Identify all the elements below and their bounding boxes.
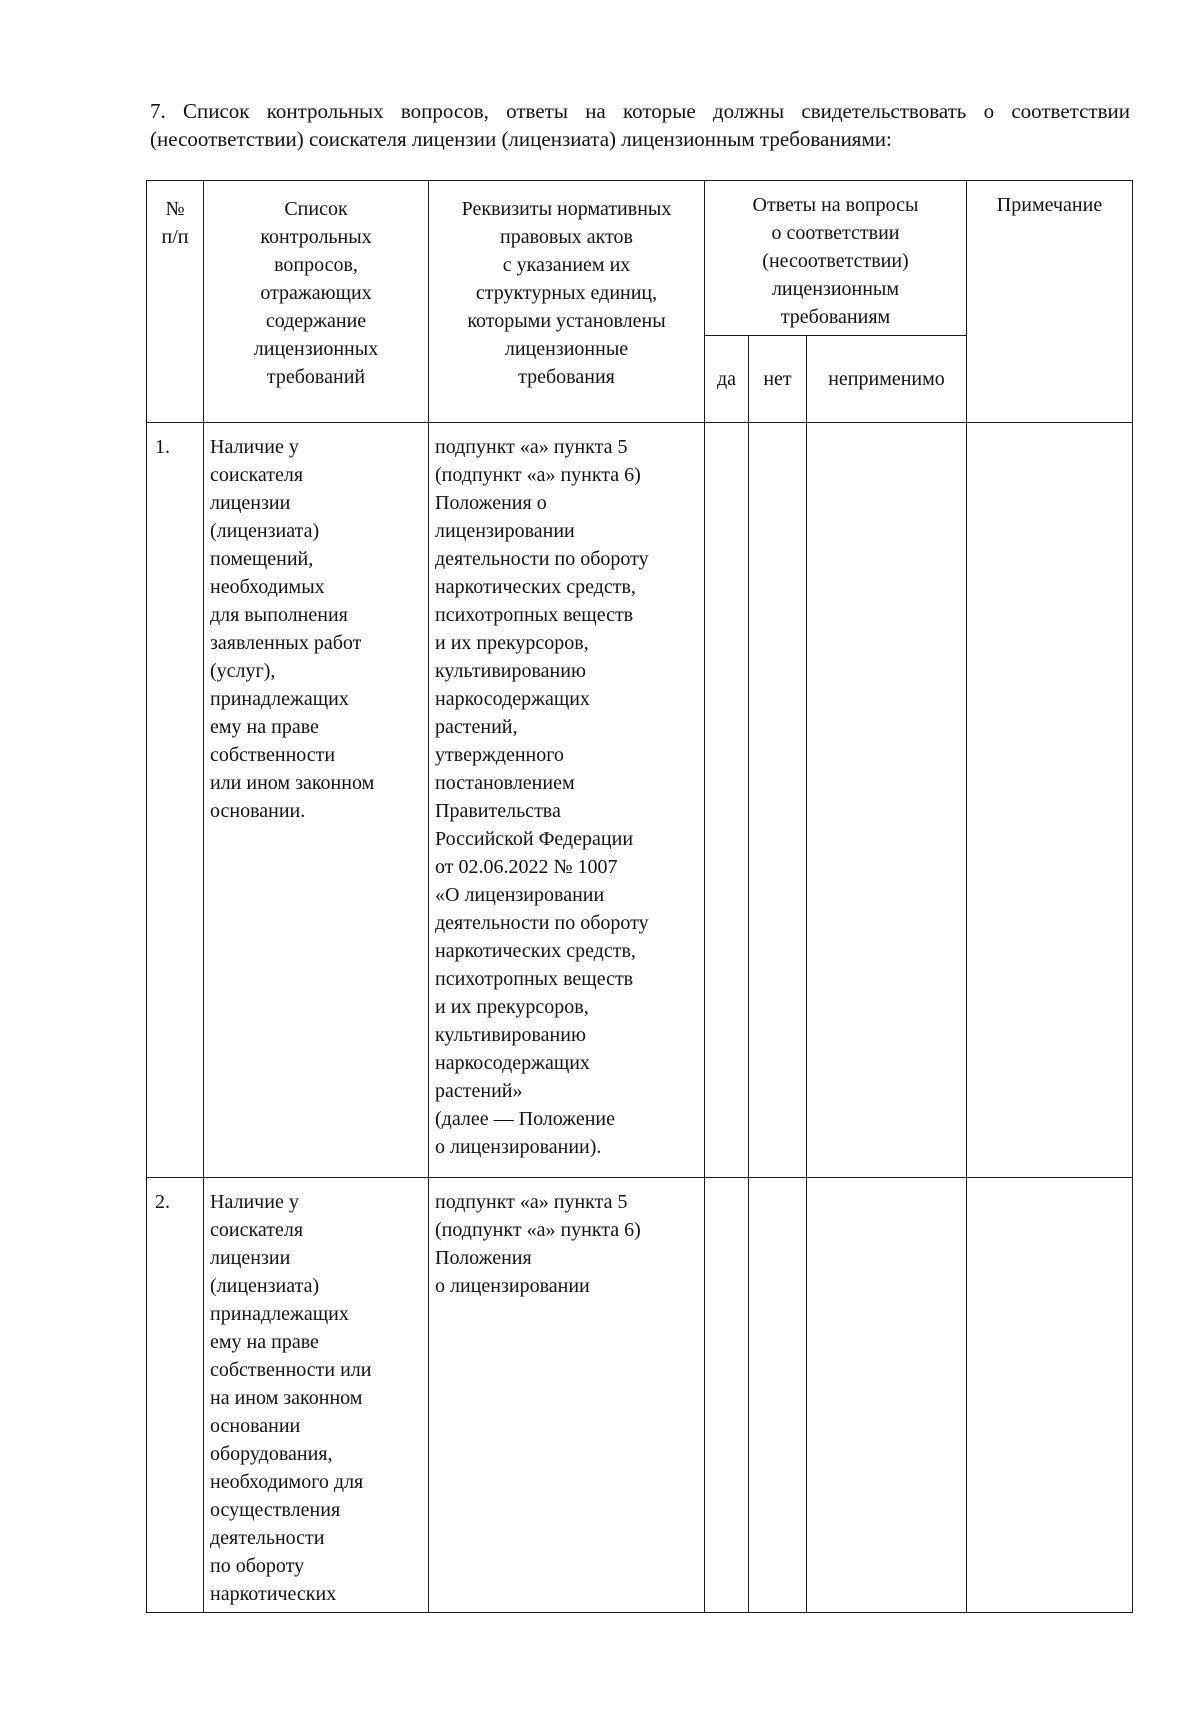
row-answer-no[interactable] (749, 423, 807, 1178)
header-yes: да (705, 336, 749, 423)
table-header (147, 181, 1133, 423)
header-no: нет (749, 336, 807, 423)
checklist-table (146, 180, 1133, 1613)
header-number: № п/п (147, 181, 204, 423)
row-question: Наличие у соискателя лицензии (лицензиата) принадлежащих ему на праве собственности или на ином законном основании оборудования, необходимого для осуществления деятельности по обороту наркотических (204, 1178, 429, 1613)
table-row (147, 1178, 1133, 1613)
row-answer-not-applicable[interactable] (807, 1178, 967, 1613)
row-number: 1. (147, 423, 204, 1178)
row-question: Наличие у соискателя лицензии (лицензиата) помещений, необходимых для выполнения заявленных работ (услуг), принадлежащих ему на праве собственности или ином законном основании. (204, 423, 429, 1178)
table-row (147, 423, 1133, 1178)
header-questions: Список контрольных вопросов, отражающих содержание лицензионных требований (204, 181, 429, 423)
row-answer-no[interactable] (749, 1178, 807, 1613)
row-answer-not-applicable[interactable] (807, 423, 967, 1178)
row-legal-acts: подпункт «а» пункта 5 (подпункт «а» пункта 6) Положения о лицензировании (429, 1178, 705, 1613)
header-answers: Ответы на вопросы о соответствии (несоответствии) лицензионным требованиям (705, 181, 967, 336)
section-intro-paragraph: 7. Список контрольных вопросов, ответы на которые должны свидетельствовать о соответствии (несоответствии) соискателя лицензии (лицензиата) лицензионным требованиями: (150, 99, 1130, 151)
header-not-applicable: неприменимо (807, 336, 967, 423)
row-answer-yes[interactable] (705, 423, 749, 1178)
header-legal-acts: Реквизиты нормативных правовых актов с указанием их структурных единиц, которыми установлены лицензионные требования (429, 181, 705, 423)
row-legal-acts: подпункт «а» пункта 5 (подпункт «а» пункта 6) Положения о лицензировании деятельности по обороту наркотических средств, психотропных веществ и их прекурсоров, культивированию наркосодержащих растений, утвержденного постановлением Правительства Российской Федерации от 02.06.2022 № 1007 «О лицензировании деятельности по обороту наркотических средств, психотропных веществ и их прекурсоров, культивированию наркосодержащих растений» (далее — Положение о лицензировании). (429, 423, 705, 1178)
table-body (147, 423, 1133, 1613)
row-note[interactable] (967, 423, 1133, 1178)
row-number: 2. (147, 1178, 204, 1613)
row-note[interactable] (967, 1178, 1133, 1613)
row-answer-yes[interactable] (705, 1178, 749, 1613)
header-note: Примечание (967, 181, 1133, 423)
